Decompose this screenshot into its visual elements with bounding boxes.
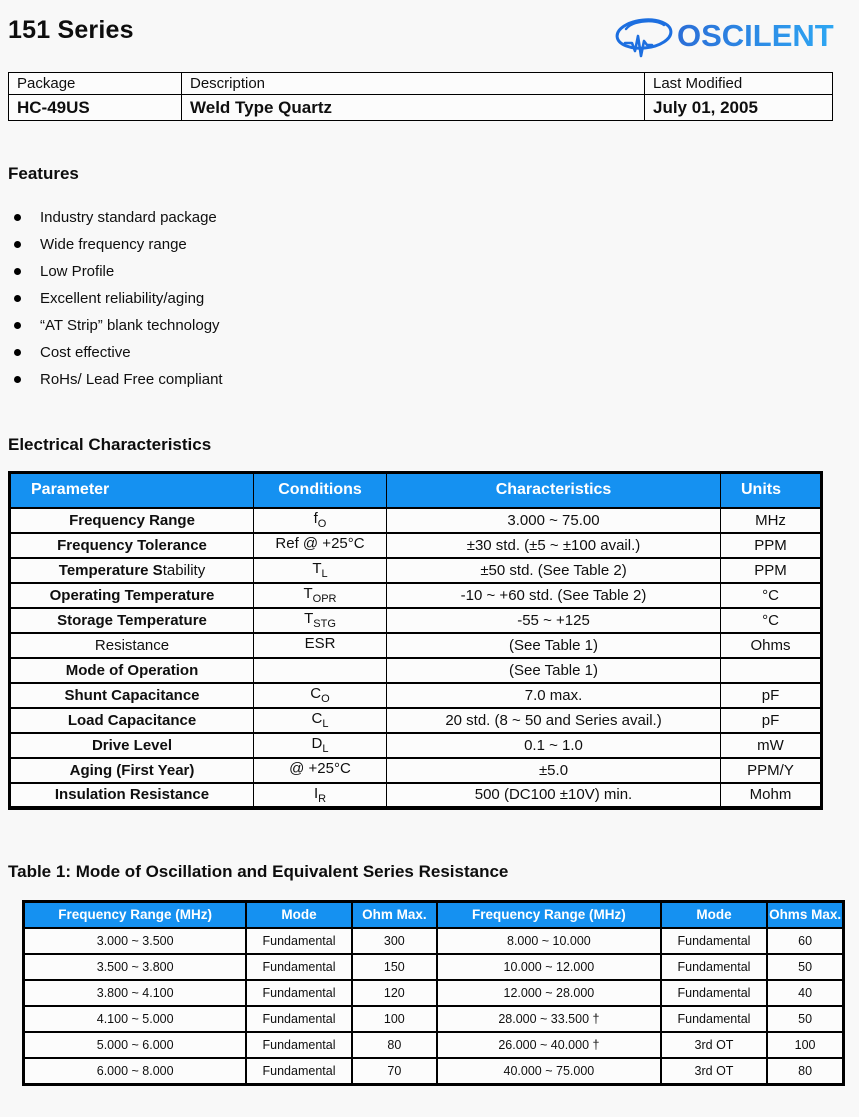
t1-header-freq-range-right: Frequency Range (MHz) xyxy=(437,901,661,928)
freq-range-cell: 28.000 ~ 33.500 † xyxy=(437,1006,661,1032)
parameter-label: Frequency Range xyxy=(69,511,195,529)
condition-symbol: f xyxy=(313,510,318,527)
condition-symbol: C xyxy=(311,710,323,727)
info-value-description: Weld Type Quartz xyxy=(182,95,645,121)
freq-range-cell: 26.000 ~ 40.000 † xyxy=(437,1032,661,1058)
mode-cell: Fundamental xyxy=(661,928,767,954)
page-title: 151 Series xyxy=(8,16,134,44)
t1-header-mode-left: Mode xyxy=(246,901,351,928)
freq-range-cell: 6.000 ~ 8.000 xyxy=(24,1058,247,1084)
bullet-icon xyxy=(14,349,21,356)
condition-subscript: L xyxy=(321,568,328,580)
feature-item xyxy=(14,370,859,397)
condition-symbol: T xyxy=(304,610,314,627)
mode-cell: Fundamental xyxy=(246,980,351,1006)
info-header-last-modified: Last Modified xyxy=(645,73,833,95)
bullet-icon xyxy=(14,214,21,221)
freq-range-cell: 3.800 ~ 4.100 xyxy=(24,980,247,1006)
condition-symbol: T xyxy=(312,560,322,577)
oscilent-logo xyxy=(611,12,847,60)
freq-range-cell: 3.500 ~ 3.800 xyxy=(24,954,247,980)
parameter-label: Operating Temperature xyxy=(49,586,215,604)
page-header xyxy=(0,0,859,72)
mode-cell: Fundamental xyxy=(246,1032,351,1058)
table-row xyxy=(10,783,822,808)
condition-subscript: O xyxy=(317,518,327,530)
parameter-label: Resistance xyxy=(94,636,170,654)
mode-cell: Fundamental xyxy=(661,1006,767,1032)
ohm-max-cell: 50 xyxy=(767,954,843,980)
info-value-row xyxy=(9,95,833,121)
freq-range-cell: 40.000 ~ 75.000 xyxy=(437,1058,661,1084)
brand-logo xyxy=(611,12,847,60)
table-row xyxy=(10,683,822,708)
parameter-label: Storage Temperature xyxy=(57,611,207,629)
freq-range-cell: 5.000 ~ 6.000 xyxy=(24,1032,247,1058)
electrical-characteristics-table xyxy=(8,471,823,810)
ohm-max-cell: 300 xyxy=(352,928,437,954)
feature-text: “AT Strip” blank technology xyxy=(40,317,220,334)
condition-symbol: ESR xyxy=(304,635,336,652)
table-row xyxy=(10,558,822,583)
brand-name: OSCILENT xyxy=(677,18,834,53)
ohm-max-cell: 150 xyxy=(352,954,437,980)
mode-cell: 3rd OT xyxy=(661,1032,767,1058)
ohm-max-cell: 60 xyxy=(767,928,843,954)
units-value: Ohms xyxy=(721,633,822,658)
mode-oscillation-esr-table xyxy=(22,900,845,1086)
elec-header-row xyxy=(10,473,822,508)
table-row xyxy=(10,658,822,683)
info-header-row xyxy=(9,73,833,95)
electrical-characteristics-heading: Electrical Characteristics xyxy=(8,435,212,454)
table-row xyxy=(10,508,822,533)
feature-item xyxy=(14,208,859,235)
feature-item xyxy=(14,316,859,343)
feature-item xyxy=(14,262,859,289)
freq-range-cell: 4.100 ~ 5.000 xyxy=(24,1006,247,1032)
mode-cell: Fundamental xyxy=(661,980,767,1006)
units-value: PPM xyxy=(721,533,822,558)
package-info-table xyxy=(8,72,833,121)
condition-subscript: O xyxy=(321,693,330,705)
bullet-icon xyxy=(14,322,21,329)
features-list xyxy=(14,208,859,397)
elec-header-units: Units xyxy=(721,473,822,508)
ohm-max-cell: 40 xyxy=(767,980,843,1006)
units-value xyxy=(721,658,822,683)
condition-symbol: @ +25°C xyxy=(289,760,351,777)
parameter-label: Frequency Tolerance xyxy=(57,536,207,554)
characteristics-value: 0.1 ~ 1.0 xyxy=(387,733,721,758)
freq-range-cell: 10.000 ~ 12.000 xyxy=(437,954,661,980)
characteristics-value: (See Table 1) xyxy=(387,658,721,683)
condition-subscript: R xyxy=(318,792,327,805)
condition-subscript: OPR xyxy=(312,593,337,605)
info-value-last-modified: July 01, 2005 xyxy=(645,95,833,121)
t1-header-mode-right: Mode xyxy=(661,901,767,928)
table-row xyxy=(10,533,822,558)
condition-symbol: C xyxy=(310,685,322,702)
table-row xyxy=(24,1058,844,1084)
bullet-icon xyxy=(14,295,21,302)
bullet-icon xyxy=(14,376,21,383)
table-row xyxy=(24,928,844,954)
info-value-package: HC-49US xyxy=(9,95,182,121)
ohm-max-cell: 120 xyxy=(352,980,437,1006)
parameter-label: Temperature S xyxy=(58,561,163,579)
units-value: °C xyxy=(721,608,822,633)
feature-text: Industry standard package xyxy=(40,209,217,226)
parameter-label: Aging (First Year) xyxy=(69,761,195,779)
freq-range-cell: 12.000 ~ 28.000 xyxy=(437,980,661,1006)
ohm-max-cell: 50 xyxy=(767,1006,843,1032)
table-row xyxy=(10,608,822,633)
units-value: Mohm xyxy=(721,783,822,808)
mode-cell: Fundamental xyxy=(246,1058,351,1084)
mode-cell: Fundamental xyxy=(246,954,351,980)
table-row xyxy=(24,980,844,1006)
table-row xyxy=(24,1032,844,1058)
feature-item xyxy=(14,235,859,262)
table-row xyxy=(10,633,822,658)
parameter-label: Drive Level xyxy=(91,736,173,754)
condition-subscript: STG xyxy=(313,618,336,630)
units-value: PPM/Y xyxy=(721,758,822,783)
t1-header-row xyxy=(24,901,844,928)
elec-header-parameter: Parameter xyxy=(10,473,254,508)
freq-range-cell: 8.000 ~ 10.000 xyxy=(437,928,661,954)
units-value: MHz xyxy=(721,508,822,533)
feature-text: Wide frequency range xyxy=(40,236,187,253)
parameter-label: Load Capacitance xyxy=(67,711,197,729)
units-value: pF xyxy=(721,683,822,708)
ohm-max-cell: 80 xyxy=(352,1032,437,1058)
units-value: °C xyxy=(721,583,822,608)
freq-range-cell: 3.000 ~ 3.500 xyxy=(24,928,247,954)
table-row xyxy=(10,583,822,608)
characteristics-value: ±50 std. (See Table 2) xyxy=(387,558,721,583)
feature-text: Cost effective xyxy=(40,344,131,361)
ohm-max-cell: 100 xyxy=(767,1032,843,1058)
characteristics-value: -55 ~ +125 xyxy=(387,608,721,633)
feature-item xyxy=(14,289,859,316)
parameter-label: Mode of Operation xyxy=(65,661,199,679)
characteristics-value: ±5.0 xyxy=(387,758,721,783)
table-row xyxy=(10,733,822,758)
characteristics-value: ±30 std. (±5 ~ ±100 avail.) xyxy=(387,533,721,558)
elec-header-characteristics: Characteristics xyxy=(387,473,721,508)
characteristics-value: 500 (DC100 ±10V) min. xyxy=(387,783,721,808)
t1-header-ohm-max: Ohm Max. xyxy=(352,901,437,928)
characteristics-value: -10 ~ +60 std. (See Table 2) xyxy=(387,583,721,608)
mode-cell: 3rd OT xyxy=(661,1058,767,1084)
table-row xyxy=(10,758,822,783)
condition-subscript: L xyxy=(322,718,329,730)
bullet-icon xyxy=(14,241,21,248)
mode-cell: Fundamental xyxy=(246,1006,351,1032)
ohm-max-cell: 70 xyxy=(352,1058,437,1084)
parameter-label: tability xyxy=(162,561,206,579)
condition-symbol: D xyxy=(311,735,323,752)
oscilent-ellipse-pulse-icon xyxy=(616,17,673,56)
condition-subscript: L xyxy=(322,743,329,755)
t1-header-ohms-max: Ohms Max. xyxy=(767,901,843,928)
elec-header-conditions: Conditions xyxy=(254,473,387,508)
features-heading: Features xyxy=(8,164,79,183)
feature-item xyxy=(14,343,859,370)
table-row xyxy=(10,708,822,733)
table1-heading: Table 1: Mode of Oscillation and Equivalent Series Resistance xyxy=(8,861,509,881)
info-header-package: Package xyxy=(9,73,182,95)
units-value: pF xyxy=(721,708,822,733)
characteristics-value: (See Table 1) xyxy=(387,633,721,658)
units-value: mW xyxy=(721,733,822,758)
condition-symbol: T xyxy=(303,585,313,602)
mode-cell: Fundamental xyxy=(661,954,767,980)
ohm-max-cell: 100 xyxy=(352,1006,437,1032)
info-header-description: Description xyxy=(182,73,645,95)
table-row xyxy=(24,954,844,980)
feature-text: Low Profile xyxy=(40,263,115,280)
parameter-label: Shunt Capacitance xyxy=(64,686,200,704)
characteristics-value: 20 std. (8 ~ 50 and Series avail.) xyxy=(387,708,721,733)
feature-text: RoHs/ Lead Free compliant xyxy=(40,371,223,388)
t1-header-freq-range-left: Frequency Range (MHz) xyxy=(24,901,247,928)
characteristics-value: 7.0 max. xyxy=(387,683,721,708)
condition-symbol: Ref @ +25°C xyxy=(275,535,365,552)
feature-text: Excellent reliability/aging xyxy=(40,290,205,307)
table-row xyxy=(24,1006,844,1032)
units-value: PPM xyxy=(721,558,822,583)
mode-cell: Fundamental xyxy=(246,928,351,954)
ohm-max-cell: 80 xyxy=(767,1058,843,1084)
condition-symbol: I xyxy=(313,784,319,802)
parameter-label: Insulation Resistance xyxy=(54,786,210,803)
bullet-icon xyxy=(14,268,21,275)
characteristics-value: 3.000 ~ 75.00 xyxy=(387,508,721,533)
